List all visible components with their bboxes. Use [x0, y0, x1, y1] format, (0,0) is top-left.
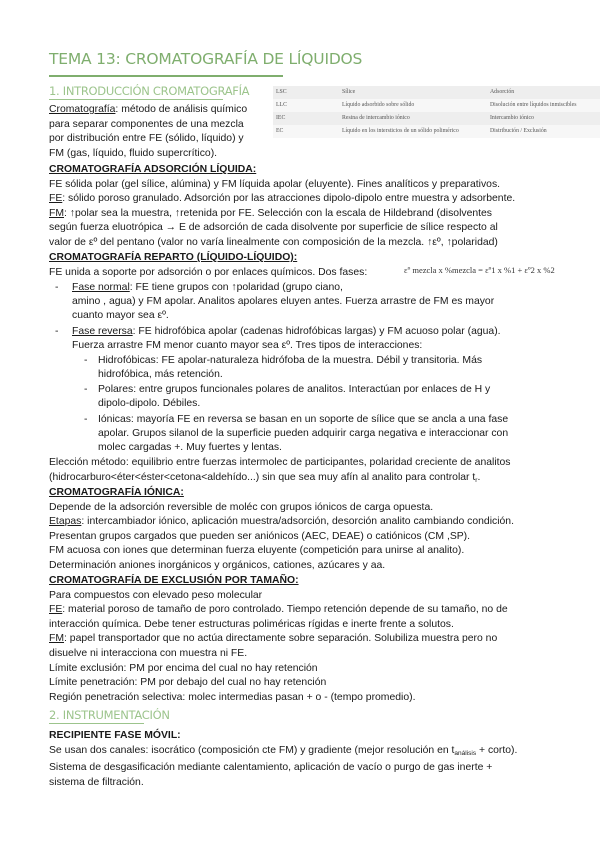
text-line: apolar. Grupos silanol de la superficie pueden adquirir carga negativa e interaccionar con: [98, 428, 509, 439]
bullet-dash: -: [84, 355, 88, 366]
table-cell: IEC: [273, 112, 339, 125]
exclusion-section: [49, 574, 569, 705]
adsorcion-section: [49, 163, 569, 251]
table-cell: Intercambio iónico: [487, 112, 600, 125]
label-fe: FE: [49, 193, 63, 205]
text-line: cuanto mayor sea εº.: [72, 310, 169, 321]
bullet-dash: -: [84, 384, 88, 395]
text-line: Determinación aniones inorgánicos y orgánicos, cationes, azúcares y aa.: [49, 559, 386, 571]
text-line: Fuerza arrastre FM menor cuanto mayor sea εº. Tres tipos de interacciones:: [72, 340, 423, 351]
table-cell: LLC: [273, 99, 339, 112]
text-line: FM (gas, líquido, fluido supercrítico).: [49, 147, 218, 159]
label-fase-reversa: Fase reversa: [72, 326, 133, 337]
title-underline: [49, 75, 283, 77]
text-line: Límite exclusión: PM por encima del cual no hay retención: [49, 662, 318, 674]
text-line: Polares: entre grupos funcionales polares de analitos. Interactúan por enlaces de H y: [98, 384, 491, 395]
text-line: + corto).: [476, 744, 518, 756]
label-fase-normal: Fase normal: [72, 282, 130, 293]
label-fm: FM: [49, 207, 65, 219]
text-line: (hidrocarburo<éter<éster<cetona<aldehído...) sin que sea muy afín al analito para controlar t: [49, 471, 476, 483]
eleccion-paragraph: [49, 456, 569, 488]
table-cell: LSC: [273, 86, 339, 99]
text-line: para separar componentes de una mezcla: [49, 118, 244, 130]
table-cell: Líquido adsorbido sobre sólido: [339, 99, 487, 112]
subscript-analisis: análisis: [454, 749, 477, 757]
text-line: disuelve ni interacciona con muestra ni FE.: [49, 647, 248, 659]
text-line: Para compuestos con elevado peso molecular: [49, 589, 263, 601]
text-line: hidrofóbica, más retención.: [98, 369, 223, 380]
table-cell: Adsorción: [487, 86, 600, 99]
heading-reparto: CROMATOGRAFÍA REPARTO (LÍQUIDO-LÍQUIDO):: [49, 252, 298, 263]
heading-exclusion: CROMATOGRAFÍA DE EXCLUSIÓN POR TAMAÑO:: [49, 575, 299, 586]
text-line: molec cargadas +. Muy fuertes y lentas.: [98, 442, 282, 453]
text-line: : intercambiador iónico, aplicación muestra/adsorción, desorción analito cambiando condición.: [81, 516, 514, 528]
label-etapas: Etapas: [49, 516, 82, 528]
bullet-dash: -: [55, 326, 59, 337]
text-line: Región penetración selectiva: molec intermedias pasan + o - (tempo promedio).: [49, 691, 416, 703]
term-cromatografia: Cromatografía: [49, 104, 116, 115]
section-underline-instrumentacion: [49, 723, 144, 724]
label-fm: FM: [49, 633, 65, 645]
text-line: Sistema de desgasificación mediante calentamiento, aplicación de vacío o purgo de gas inerte +: [49, 762, 493, 774]
heading-adsorcion: CROMATOGRAFÍA ADSORCIÓN LÍQUIDA:: [49, 164, 257, 175]
table-cell: Disolución entre líquidos inmiscibles: [487, 99, 600, 112]
text-line: Se usan dos canales: isocrático (composición cte FM) y gradiente (mejor resolución en t: [49, 744, 455, 756]
text-line: sistema de filtración.: [49, 776, 144, 788]
section-heading-intro: 1. INTRODUCCIÓN CROMATOGRAFÍA: [49, 84, 250, 98]
text-line: dipolo-dipolo. Débiles.: [98, 398, 201, 409]
instrumentacion-section: [49, 729, 569, 790]
text-line: Elección método: equilibrio entre fuerzas intermolec de participantes, polaridad creciente de analitos: [49, 457, 511, 468]
label-fe: FE: [49, 604, 63, 616]
text-line: amino , agua) y FM apolar. Analitos apolares eluyen antes. Fuerza arrastre de FM es mayor: [72, 296, 495, 307]
text-line: : FE tiene grupos con ↑polaridad (grupo ciano,: [129, 282, 343, 293]
text-line: FE sólida polar (gel sílice, alúmina) y FM líquida apolar (eluyente). Fines analíticos y preparativos.: [49, 178, 501, 190]
text-line: Límite penetración: PM por debajo del cual no hay retención: [49, 677, 327, 689]
subscript-r: r: [475, 476, 478, 484]
intro-paragraph: [49, 103, 569, 161]
text-line: : FE hidrofóbica apolar (cadenas hidrofóbicas largas) y FM acuoso polar (agua).: [132, 326, 501, 337]
table-cell: Distribución / Exclusión: [487, 125, 600, 138]
table-cell: EC: [273, 125, 339, 138]
table-row: [273, 86, 600, 99]
bullet-dash: -: [55, 282, 59, 293]
table-cell: Sílice: [339, 86, 487, 99]
page-title: TEMA 13: CROMATOGRAFÍA DE LÍQUIDOS: [49, 50, 363, 68]
formula-mezcla: εº mezcla x %mezcla = εº1 x %1 + εº2 x %2: [404, 265, 555, 275]
bullet-dash: -: [84, 414, 88, 425]
text-line: según fuerza eluotrópica → E de adsorción de cada disolvente por superficie de sílice respecto al: [49, 222, 498, 234]
text-line: : material poroso de tamaño de poro controlado. Tiempo retención depende de su tamaño, no de: [62, 604, 508, 616]
text-line: por distribución entre FE (sólido, líquido) y: [49, 133, 244, 145]
ionica-section: [49, 486, 569, 574]
text-line: : sólido poroso granulado. Adsorción por las atracciones dipolo-dipolo entre muestra y adsorbente.: [62, 193, 516, 205]
heading-ionica: CROMATOGRAFÍA IÓNICA:: [49, 487, 184, 498]
text-line: : papel transportador que no actúa directamente sobre separación. Solubiliza muestra pero no: [64, 633, 498, 645]
text-line: FM acuosa con iones que determinan fuerza eluyente (competición para unirse al analito).: [49, 545, 465, 557]
text-line: Presentan grupos cargados que pueden ser aniónicos (AEC, DEAE) o catiónicos (CM ,SP).: [49, 530, 471, 542]
text-line: Iónicas: mayoría FE en reversa se basan en un soporte de sílice que se ancla a una fase: [98, 414, 509, 425]
text-line: : ↑polar sea la muestra, ↑retenida por FE. Selección con la escala de Hildebrand (disolventes: [64, 207, 492, 219]
text-line: Hidrofóbicas: FE apolar-naturaleza hidrófoba de la muestra. Débil y transitoria. Más: [98, 355, 483, 366]
section-underline-intro: [49, 99, 223, 100]
text-punct: .: [477, 471, 481, 483]
text-line: Depende de la adsorción reversible de moléc con grupos iónicos de carga opuesta.: [49, 501, 434, 513]
text-line: valor de εº del pentano (valor no varía linealmente con composición de la mezcla. ↑εº, ↑polaridad): [49, 236, 498, 248]
text-line: interacción química. Debe tener estructuras poliméricas rígidas e inerte frente a solutos.: [49, 618, 454, 630]
heading-recipiente: RECIPIENTE FASE MÓVIL:: [49, 730, 181, 741]
text-line: FE unida a soporte por adsorción o por enlaces químicos. Dos fases:: [49, 266, 368, 278]
text-line: : método de análisis químico: [115, 104, 248, 115]
table-cell: Líquido en los intersticios de un sólido polimérico: [339, 125, 487, 138]
table-cell: Resina de intercambio iónico: [339, 112, 487, 125]
section-heading-instrumentacion: 2. INSTRUMENTACIÓN: [49, 708, 170, 722]
